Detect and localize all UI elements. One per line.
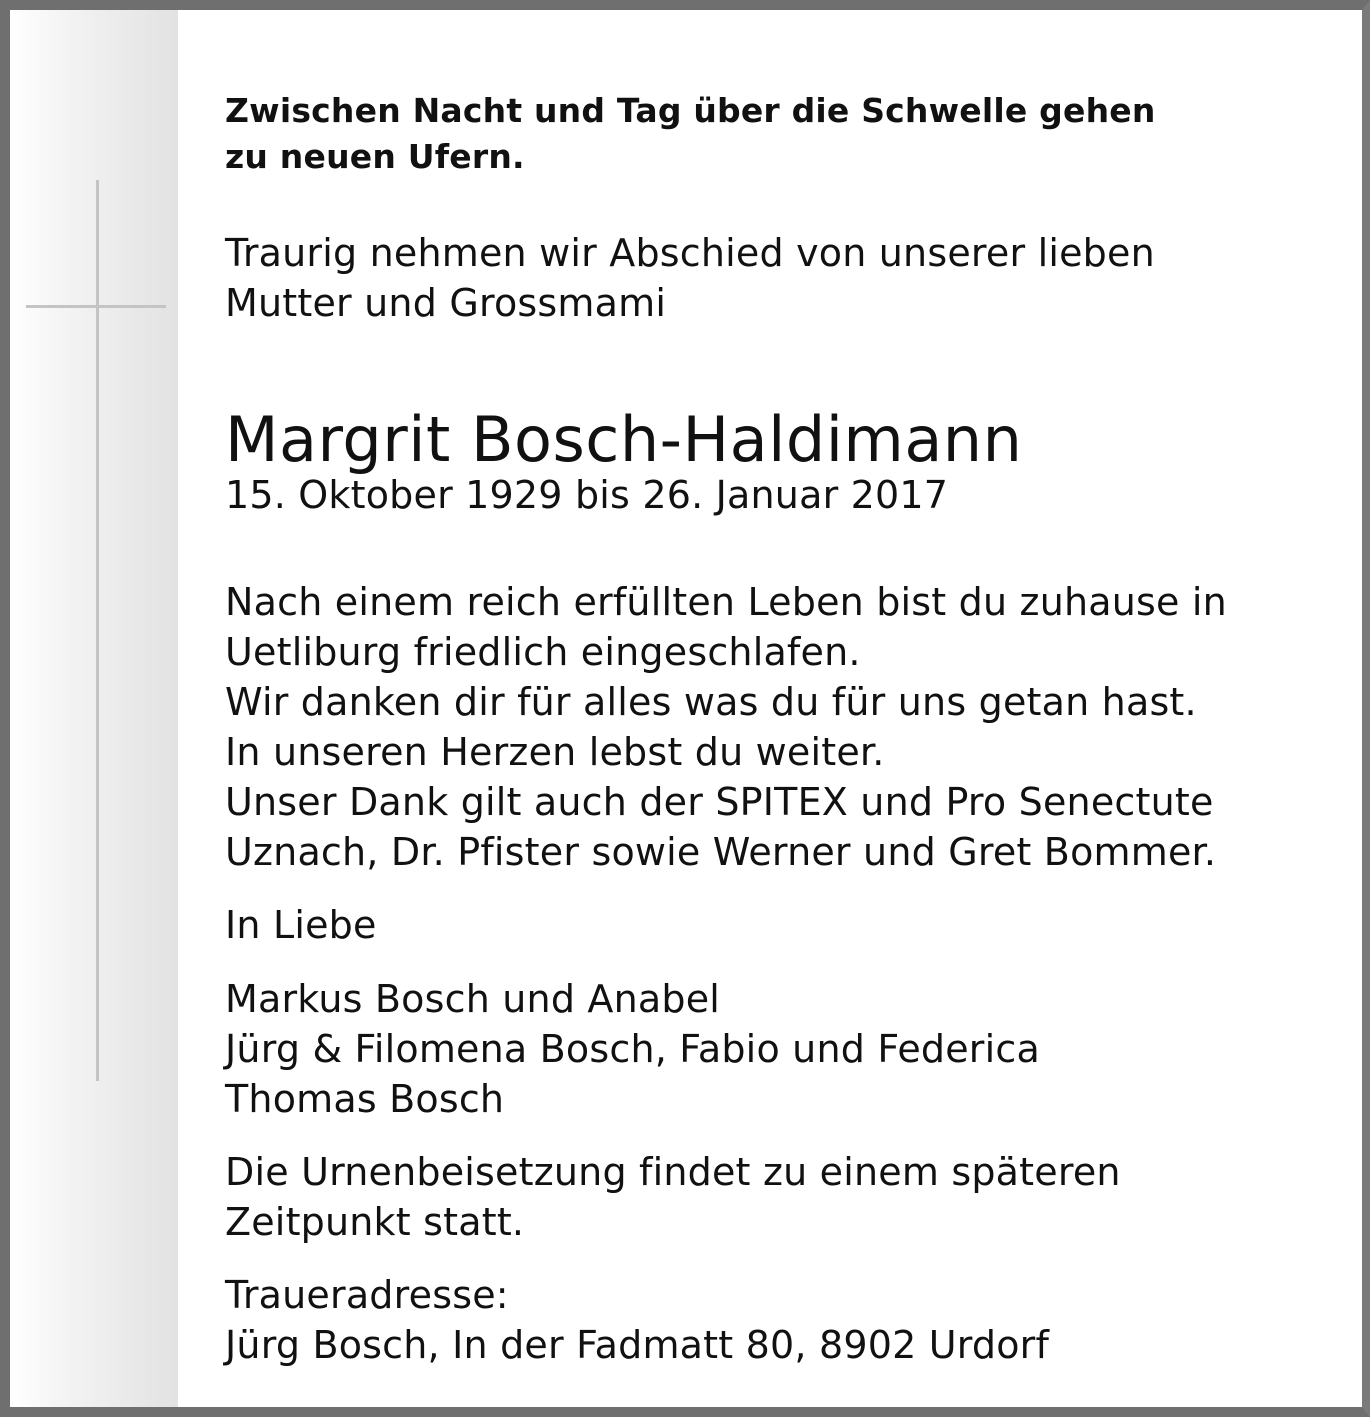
cross-icon-vertical-bar: [96, 180, 99, 1081]
life-dates: 15. Oktober 1929 bis 26. Januar 2017: [225, 473, 949, 517]
mourning-address: [225, 1270, 1049, 1370]
intro-text: [225, 228, 1155, 328]
message-line: Uetliburg friedlich eingeschlafen.: [225, 630, 861, 674]
intro-line: Traurig nehmen wir Abschied von unserer lieben: [225, 231, 1155, 275]
address-label: Traueradresse:: [225, 1273, 509, 1317]
message-line: Nach einem reich erfüllten Leben bist du zuhause in: [225, 580, 1227, 624]
motto: [225, 88, 1156, 180]
deceased-name: Margrit Bosch-Haldimann: [225, 403, 1023, 476]
burial-line: Zeitpunkt statt.: [225, 1200, 525, 1244]
burial-line: Die Urnenbeisetzung findet zu einem späteren: [225, 1150, 1121, 1194]
message-line: Uznach, Dr. Pfister sowie Werner und Gret Bommer.: [225, 830, 1217, 874]
burial-note: [225, 1147, 1121, 1247]
closing: In Liebe: [225, 903, 377, 947]
message-line: In unseren Herzen lebst du weiter.: [225, 730, 885, 774]
motto-line: zu neuen Ufern.: [225, 137, 525, 176]
mourner: Thomas Bosch: [225, 1077, 505, 1121]
intro-line: Mutter und Grossmami: [225, 281, 667, 325]
address-value: Jürg Bosch, In der Fadmatt 80, 8902 Urdorf: [225, 1323, 1050, 1367]
message-line: Wir danken dir für alles was du für uns getan hast.: [225, 680, 1197, 724]
mourners-list: [225, 974, 1040, 1124]
mourner: Markus Bosch und Anabel: [225, 977, 721, 1021]
message-line: Unser Dank gilt auch der SPITEX und Pro Senectute: [225, 780, 1214, 824]
mourner: Jürg & Filomena Bosch, Fabio und Federica: [225, 1027, 1040, 1071]
cross-icon-horizontal-bar: [26, 305, 166, 308]
decorative-side-band: [10, 10, 178, 1407]
motto-line: Zwischen Nacht und Tag über die Schwelle gehen: [225, 91, 1156, 130]
message-text: [225, 577, 1227, 877]
